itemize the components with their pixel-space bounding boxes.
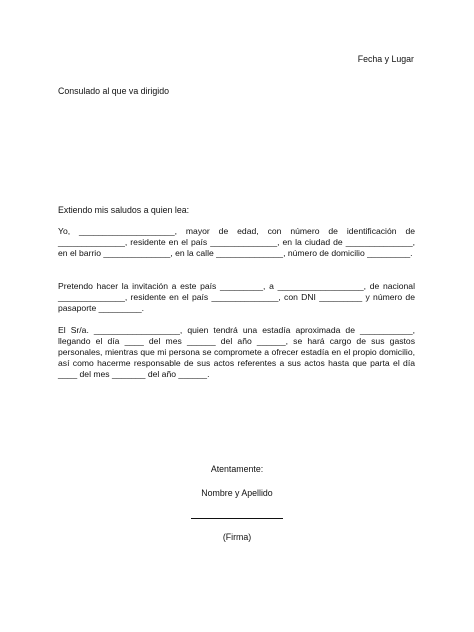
recipient-consulate: Consulado al que va dirigido: [58, 86, 170, 96]
signature-label: (Firma): [222, 532, 252, 542]
paragraph-identity: Yo, ____________________, mayor de edad, con número de identificación de ______________, residente en el país ______________, en la ciudad de ______________, en el barrio ______________, en la calle ______________, número de domicilio _________.: [58, 226, 415, 258]
greeting: Extiendo mis saludos a quien lea:: [58, 205, 190, 215]
signature-line: [191, 518, 283, 519]
paragraph-stay-responsibility: El Sr/a. __________________, quien tendrá una estadía aproximada de ___________, llegando el día ____ del mes ______ del año ______, se hará cargo de sus gastos personales, mientras que mi persona se compromete a ofrecer estadía en el propio domicilio, así como hacerme responsable de sus actos referentes a sus actos hasta que parta el día ____ del mes _______ del año ______.: [58, 325, 415, 379]
date-place: Fecha y Lugar: [357, 54, 414, 64]
name-line: Nombre y Apellido: [201, 488, 273, 498]
closing: Atentamente:: [210, 464, 264, 474]
paragraph-invitation: Pretendo hacer la invitación a este país _________, a __________________, de nacional ______________, residente en el país ______________, con DNI _________ y número de pasaporte _________.: [58, 281, 415, 313]
